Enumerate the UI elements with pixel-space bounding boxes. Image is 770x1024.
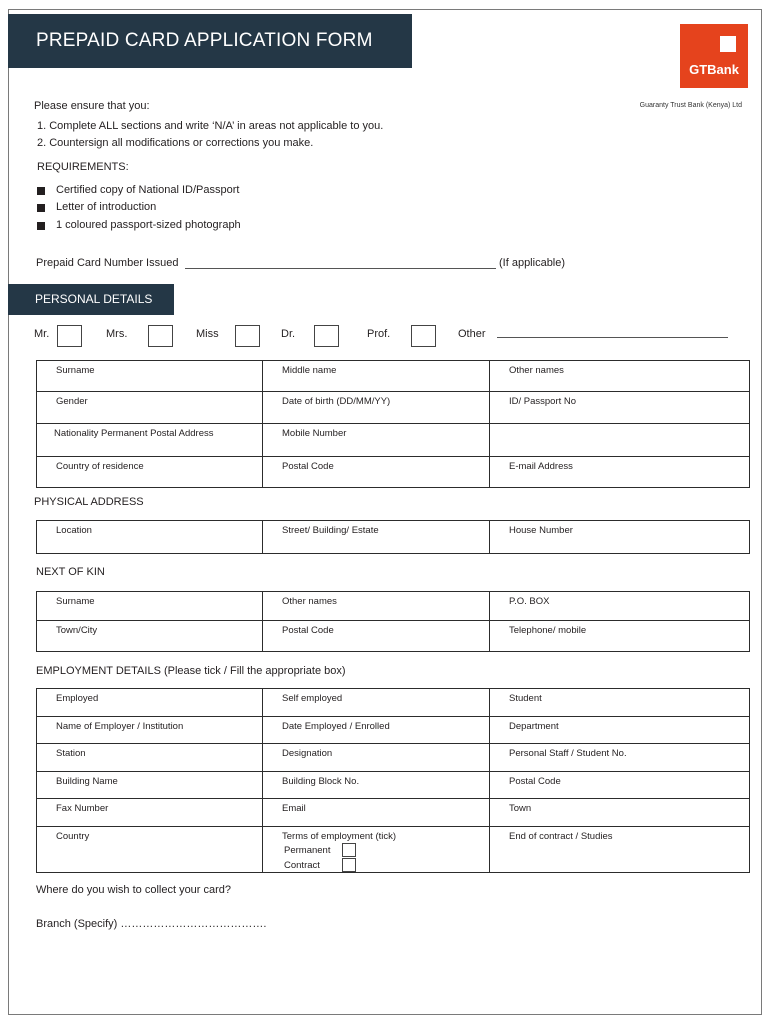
field-kin-postal-code[interactable]: Postal Code [263, 621, 490, 652]
field-designation[interactable]: Designation [263, 744, 490, 772]
field-date-employed[interactable]: Date Employed / Enrolled [263, 717, 490, 744]
field-employer-postal-code[interactable]: Postal Code [490, 772, 750, 799]
field-email-address[interactable]: E-mail Address [490, 457, 750, 488]
title-checkbox-prof[interactable] [411, 325, 436, 347]
field-end-of-contract[interactable]: End of contract / Studies [490, 827, 750, 873]
field-surname[interactable]: Surname [37, 361, 263, 392]
logo-text: GTBank [689, 62, 739, 77]
contract-label: Contract [284, 860, 320, 871]
title-checkbox-miss[interactable] [235, 325, 260, 347]
subsidiary-name: Guaranty Trust Bank (Kenya) Ltd [639, 102, 742, 109]
employment-table [36, 688, 750, 873]
field-date-of-birth[interactable]: Date of birth (DD/MM/YY) [263, 392, 490, 424]
permanent-checkbox[interactable] [342, 843, 356, 857]
field-postal-code[interactable]: Postal Code [263, 457, 490, 488]
contract-checkbox[interactable] [342, 858, 356, 872]
field-house-number[interactable]: House Number [490, 521, 750, 554]
field-kin-other-names[interactable]: Other names [263, 592, 490, 621]
bullet-icon [37, 222, 45, 230]
collection-question: Where do you wish to collect your card? [36, 884, 232, 896]
logo-square-icon [720, 36, 736, 52]
requirement-item: Letter of introduction [56, 201, 157, 213]
requirements-heading: REQUIREMENTS: [37, 161, 129, 173]
title-other-field[interactable] [497, 337, 728, 338]
field-street-building-estate[interactable]: Street/ Building/ Estate [263, 521, 490, 554]
field-kin-telephone[interactable]: Telephone/ mobile [490, 621, 750, 652]
title-checkbox-dr[interactable] [314, 325, 339, 347]
field-other-names[interactable]: Other names [490, 361, 750, 392]
field-country-of-residence[interactable]: Country of residence [37, 457, 263, 488]
instruction-item: 2. Countersign all modifications or corrections you make. [37, 137, 314, 149]
form-title: PREPAID CARD APPLICATION FORM [8, 14, 412, 68]
requirement-item: Certified copy of National ID/Passport [56, 184, 240, 196]
field-student[interactable]: Student [490, 689, 750, 717]
field-fax-number[interactable]: Fax Number [37, 799, 263, 827]
terms-label: Terms of employment (tick) [282, 831, 397, 842]
field-kin-surname[interactable]: Surname [37, 592, 263, 621]
field-employed[interactable]: Employed [37, 689, 263, 717]
physical-address-heading: PHYSICAL ADDRESS [34, 496, 144, 508]
field-gender[interactable]: Gender [37, 392, 263, 424]
employment-heading: EMPLOYMENT DETAILS (Please tick / Fill the appropriate box) [36, 665, 346, 677]
field-self-employed[interactable]: Self employed [263, 689, 490, 717]
title-label-mr: Mr. [34, 328, 50, 340]
title-label-mrs: Mrs. [106, 328, 128, 340]
field-staff-student-no[interactable]: Personal Staff / Student No. [490, 744, 750, 772]
field-station[interactable]: Station [37, 744, 263, 772]
field-kin-town-city[interactable]: Town/City [37, 621, 263, 652]
title-label-dr: Dr. [281, 328, 296, 340]
physical-address-table [36, 520, 750, 554]
personal-details-table [36, 360, 750, 488]
field-building-block[interactable]: Building Block No. [263, 772, 490, 799]
requirement-item: 1 coloured passport-sized photograph [56, 219, 241, 231]
field-email[interactable]: Email [263, 799, 490, 827]
field-employer-institution[interactable]: Name of Employer / Institution [37, 717, 263, 744]
title-label-miss: Miss [196, 328, 219, 340]
field-terms-of-employment [263, 827, 490, 873]
field-country[interactable]: Country [37, 827, 263, 873]
card-number-field[interactable] [185, 268, 496, 269]
field-mobile-number[interactable]: Mobile Number [263, 424, 490, 457]
instructions-intro: Please ensure that you: [34, 100, 150, 112]
gtbank-logo [680, 24, 748, 88]
instruction-item: 1. Complete ALL sections and write ‘N/A’ in areas not applicable to you. [37, 120, 384, 132]
field-location[interactable]: Location [37, 521, 263, 554]
branch-specify-field[interactable]: Branch (Specify) …………………………………. [36, 918, 267, 930]
personal-details-heading: PERSONAL DETAILS [8, 284, 174, 315]
field-department[interactable]: Department [490, 717, 750, 744]
field-building-name[interactable]: Building Name [37, 772, 263, 799]
title-label-other: Other [458, 328, 486, 340]
field-middle-name[interactable]: Middle name [263, 361, 490, 392]
bullet-icon [37, 204, 45, 212]
next-of-kin-table [36, 591, 750, 652]
permanent-label: Permanent [284, 845, 331, 856]
field-kin-po-box[interactable]: P.O. BOX [490, 592, 750, 621]
title-checkbox-mr[interactable] [57, 325, 82, 347]
title-label-prof: Prof. [367, 328, 391, 340]
card-number-label: Prepaid Card Number Issued [36, 257, 179, 269]
field-id-passport[interactable]: ID/ Passport No [490, 392, 750, 424]
bullet-icon [37, 187, 45, 195]
field-blank[interactable] [490, 424, 750, 457]
field-nationality-postal-address[interactable]: Nationality Permanent Postal Address [37, 424, 263, 457]
field-town[interactable]: Town [490, 799, 750, 827]
title-checkbox-mrs[interactable] [148, 325, 173, 347]
card-number-note: (If applicable) [499, 257, 566, 269]
next-of-kin-heading: NEXT OF KIN [36, 566, 105, 578]
